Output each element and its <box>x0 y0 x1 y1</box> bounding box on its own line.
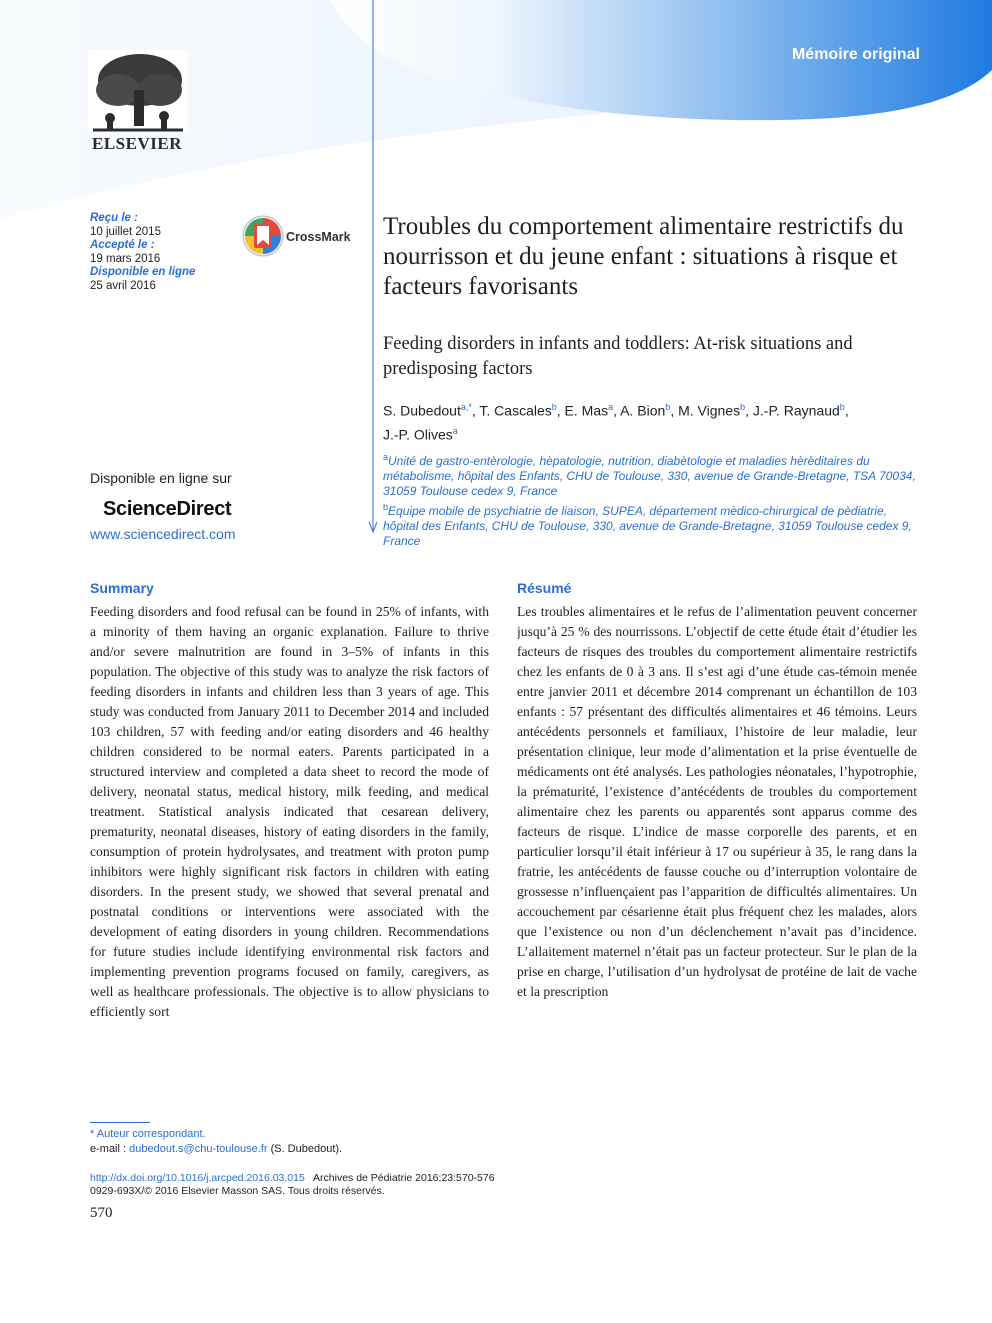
corresponding-author-note: * Auteur correspondant. <box>90 1128 206 1140</box>
email-label: e-mail : <box>90 1142 127 1155</box>
email-link[interactable]: dubedout.s@chu-toulouse.fr <box>129 1142 268 1155</box>
affiliation-key: a <box>383 452 389 462</box>
article-title: Troubles du comportement alimentaire restrictifs du nourrisson et du jeune enfant : situations à risque et facteurs favorisants <box>383 213 904 300</box>
online-label: Disponible en ligne <box>90 266 196 279</box>
resume-text: Les troubles alimentaires et le refus de l’alimentation peuvent concerner jusqu’à 25 % des nourrissons. L’objectif de cette étude était d’étudier les facteurs de risques des troubles du comportement alimentaire restrictifs chez les enfants de 0 à 3 ans. Il s’est agi d’une étude cas-témoin menée entre janvier 2011 et décembre 2014 comprenant un échantillon de 103 enfants : 57 présentant des difficultés alimentaires et 46 témoins. Leurs antécédents personnels et familiaux, l’histoire de leur maladie, leur présentation clinique, leur mode d’alimentation et la prise éventuelle de médicaments ont été analysés. Les pathologies néonatales, l’hypotrophie, la prématurité, l’existence d’antécédents de troubles du comportement alimentaire chez les parents ou apparentés sont apparus comme des facteurs de risque. L’indice de masse corporelle des parents, et en particulier lorsqu’il était inférieur à 17 ou supérieur à 35, le rang dans la fratrie, les antécédents de fausse couche ou d’interruption volontaire de grossesse n’influençaient pas l’apparition de difficultés alimentaires. Un accouchement par césarienne était plus fréquent chez les malades, alors que l’existence ou non d’un déclenchement n’avait pas d’incidence. L’allaitement maternel n’était pas un facteur protecteur. Sur le plan de la prise en charge, l’utilisation d’un hydrolysat de protéine de lait de vache et la prescription <box>517 604 917 999</box>
author-affiliation: a <box>452 425 458 436</box>
journal-citation: Archives de Pédiatrie 2016;23:570-576 <box>313 1172 495 1184</box>
email-line <box>90 1142 342 1157</box>
summary-heading: Summary <box>90 580 154 596</box>
author[interactable]: E. Mas <box>564 402 609 419</box>
received-label: Reçu le : <box>90 212 138 224</box>
resume-heading: Résumé <box>517 580 572 596</box>
author[interactable]: T. Cascales <box>479 402 552 419</box>
footnotes <box>90 1127 342 1156</box>
doi-link[interactable]: http://dx.doi.org/10.1016/j.arcped.2016.03.015 <box>90 1172 305 1184</box>
doi-block <box>90 1172 495 1198</box>
accepted-label: Accepté le : <box>90 239 155 252</box>
author-affiliation: a <box>608 402 614 412</box>
footnote-rule <box>90 1122 150 1123</box>
crossmark-label[interactable]: CrossMark <box>286 230 351 244</box>
sciencedirect-link[interactable]: www.sciencedirect.com <box>90 526 236 542</box>
crossmark-icon[interactable] <box>242 215 284 257</box>
author-list: S. Dubedout$^{a,*}$, T. Cascales$^b$, E. Mas$^a$, A. Bion$^b$, M. Vignes$^b$, J.-P. Raynaud$^b$, J.-P. Olives$^a$ <box>383 402 849 443</box>
author-affiliation: b <box>551 402 557 412</box>
affiliation-text: Equipe mobile de psychiatrie de liaison, SUPEA, département mèdico-chirurgical de pèdiatrie, hôpital des Enfants, CHU de Toulouse, 330, avenue de Grande-Bretagne, 31059 Toulouse cedex 9, France <box>383 503 912 549</box>
affiliation-key: b <box>383 501 389 512</box>
affiliation-item <box>383 500 923 550</box>
author-affiliation: b <box>665 402 671 412</box>
affiliation-list <box>383 450 923 549</box>
author-affiliation: b <box>839 402 845 412</box>
author[interactable]: M. Vignes <box>678 402 741 419</box>
author[interactable]: J.-P. Raynaud <box>752 402 840 419</box>
vertical-divider-arrow <box>368 0 380 540</box>
sciencedirect-logo[interactable]: ScienceDirect <box>103 498 232 520</box>
summary-text: Feeding disorders and food refusal can be found in 25% of infants, with a minority of them having an organic explanation. Failure to thrive and/or severe malnutrition are found in 3–5% of infants in this population. The objective of this study was to analyze the risk factors of feeding disorders in infants and children less than 3 years of age. This study was conducted from January 2011 to December 2014 and included 103 children, 57 with feeding and/or eating disorders and 46 healthy children considered to be normal eaters. Parents participated in a structured interview and completed a data sheet to record the mode of delivery, neonatal status, medical history, milk feeding, and medical treatment. Statistical analysis indicated that cesarean delivery, prematurity, neonatal diseases, history of eating disorders in the family, consumption of protein hydrolysates, and treatment with proton pump inhibitors were highly significant risk factors in children with eating disorders. In the present study, we showed that several prenatal and postnatal conditions or interventions were associated with the development of eating disorders in young children. Recommendations for future studies include identifying environmental risk factors and implementing prevention programs focused on family, caregivers, as well as healthcare professionals. The objective is to allow physicians to efficiently sort <box>90 604 489 1019</box>
article-dates <box>90 212 195 294</box>
author-affiliation: a,* <box>460 402 472 412</box>
author[interactable]: A. Bion <box>620 402 666 419</box>
received-date: 10 juillet 2015 <box>90 225 161 238</box>
accepted-date: 19 mars 2016 <box>90 252 161 265</box>
affiliation-item <box>383 450 923 500</box>
author[interactable]: S. Dubedout <box>383 402 461 419</box>
affiliation-text: Unité de gastro-entèrologie, hèpatologie, nutrition, diabètologie et maladies hèrèditaires du métabolisme, hôpital des Enfants, CHU de Toulouse, 330, avenue de Grande-Bretagne, TSA 70034, 31059 Toulouse cedex 9, France <box>383 454 916 499</box>
copyright-line: 0929-693X/© 2016 Elsevier Masson SAS. Tous droits réservés. <box>90 1185 385 1197</box>
article-subtitle: Feeding disorders in infants and toddlers: At-risk situations and predisposing factors <box>383 334 853 379</box>
author[interactable]: J.-P. Olives <box>383 426 453 443</box>
online-date: 25 avril 2016 <box>90 279 156 292</box>
page-number: 570 <box>90 1205 113 1221</box>
doi-line <box>90 1172 495 1185</box>
available-online-label: Disponible en ligne sur <box>90 470 232 486</box>
section-label: Mémoire original <box>791 46 920 63</box>
author-affiliation: b <box>740 402 746 412</box>
email-suffix: (S. Dubedout). <box>270 1142 343 1155</box>
elsevier-wordmark: ELSEVIER <box>92 134 182 153</box>
